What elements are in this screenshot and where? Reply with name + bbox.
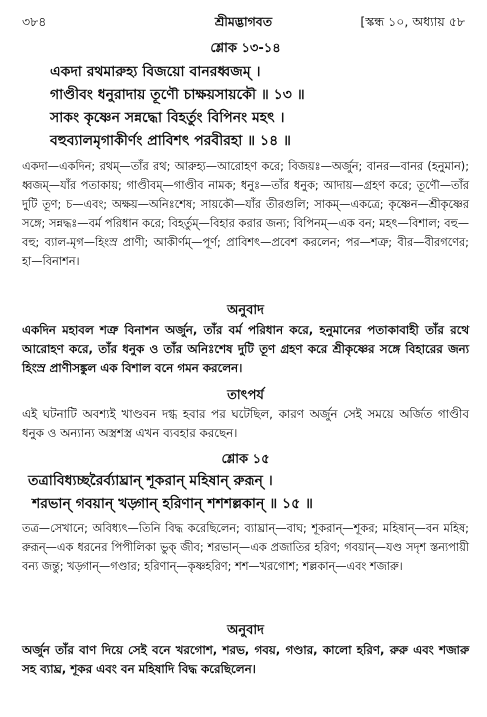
translation-15: অর্জুন তাঁর বাণ দিয়ে সেই বনে খরগোশ, শরভ, গবয়, গণ্ডার, কালো হরিণ, রুরু এবং শজারু সহ ব্যাঘ্র, শূকর এবং বন মহিষাদি বিদ্ধ করেছিলেন। — [22, 643, 469, 676]
verse-line: তত্রাবিধ্যচ্ছরৈর্ব্যাঘ্রান্ শূকরান্ মহিষান্ রুরূন্ । — [28, 473, 273, 489]
verse-line: সাকং কৃষ্ণেন সন্নদ্ধো বিহর্তুং বিপিনং মহৎ । — [50, 110, 285, 126]
translation-heading-15: অনুবাদ — [227, 623, 264, 638]
verse-text-13-14 — [22, 61, 469, 153]
verse-line: বহুব্যালমৃগাকীর্ণং প্রাবিশৎ পরবীরহা ॥ ১৪ ॥ — [50, 133, 291, 149]
translation-13-14: একদিন মহাবল শত্রু বিনাশন অর্জুন, তাঁর বর্ম পরিধান করে, হনুমানের পতাকাবাহী তাঁর রথে আরোহণ করে, তাঁর ধনুক ও তাঁর অনিঃশেষ দুটি তূণ গ্রহণ করে শ্রীকৃষ্ণের সঙ্গে বিহারের জন্য হিংস্র প্রাণীসঙ্কুল এক বিশাল বনে গমন করলেন। — [22, 323, 469, 375]
purport-text: এই ঘটনাটি অবশ্যই খাণ্ডবন দগ্ধ হবার পর ঘটেছিল, কারণ অর্জুন সেই সময়ে অর্জিত গাণ্ডীব ধনুক ও অন্যান্য অস্ত্রশস্ত্র এখন ব্যবহার করছেন। — [22, 407, 469, 440]
verse-heading-15: শ্লোক ১৫ — [221, 452, 270, 467]
verse-text-15 — [22, 470, 469, 516]
purport-heading: তাৎপর্য — [227, 388, 264, 403]
verse-line: গাণ্ডীবং ধনুরাদায় তূণৌ চাক্ষয়সায়কৌ ॥ ১৩ ॥ — [50, 87, 305, 103]
verse-line: শরভান্ গবয়ান্ খড়্গান্ হরিণান্ শশশল্লকান্ ॥ ১৫ ॥ — [32, 496, 313, 512]
verse-heading-13-14: শ্লোক ১৩-১৪ — [210, 41, 281, 56]
word-for-word-13-14: একদা—একদিন; রথম্—তাঁর রথ; আরুহ্য—আরোহণ করে; বিজয়ঃ—অর্জুন; বানর—বানর (হনুমান); ধ্বজম্—যাঁর পতাকায়; গাণ্ডীবম্—গাণ্ডীব নামক; ধনুঃ—তাঁর ধনুক; আদায়—গ্রহণ করে; তূণৌ—তাঁর দুটি তূণ; চ—এবং; অক্ষয়—অনিঃশেষ; সায়কৌ—যাঁর তীরগুলি; সাকম্—একত্রে; কৃষ্ণেন—শ্রীকৃষ্ণের সঙ্গে; সন্নদ্ধঃ—বর্ম পরিধান করে; বিহর্তুম্—বিহার করার জন্য; বিপিনম্—এক বন; মহৎ—বিশাল; বহু—বহু; ব্যাল-মৃগ—হিংস্র প্রাণী; আকীর্ণম্—পূর্ণ; প্রাবিশৎ—প্রবেশ করলেন; পর—শত্রু; বীর—বীরগণের; হা—বিনাশন। — [22, 160, 469, 268]
verse-line: একদা রথমারুহ্য বিজয়ো বানরধ্বজম্ । — [50, 64, 261, 80]
section-reference: [স্কন্ধ ১০, অধ্যায় ৫৮ — [360, 14, 465, 29]
book-title: শ্রীমদ্ভাগবত — [214, 14, 273, 29]
word-for-word-15: তত্র—সেখানে; অবিধ্যৎ—তিনি বিদ্ধ করেছিলেন; ব্যাঘ্রান্—বাঘ; শূকরান্—শূকর; মহিষান্—বন মহিষ; রুরূন্—এক ধরনের পিপীলিকা ভুক্ জীব; শরভান্—এক প্রজাতির হরিণ; গবয়ান্—যণ্ড সদৃশ স্তন্যপায়ী বন্য জন্তু; খড়্গান্—গণ্ডার; হরিণান্—কৃষ্ণহরিণ; শশ—খরগোশ; শল্লকান্—এবং শজারু। — [22, 522, 469, 573]
page-number: ৩৮৪ — [22, 14, 47, 29]
translation-heading-13-14: অনুবাদ — [227, 303, 264, 318]
running-header — [22, 14, 465, 32]
